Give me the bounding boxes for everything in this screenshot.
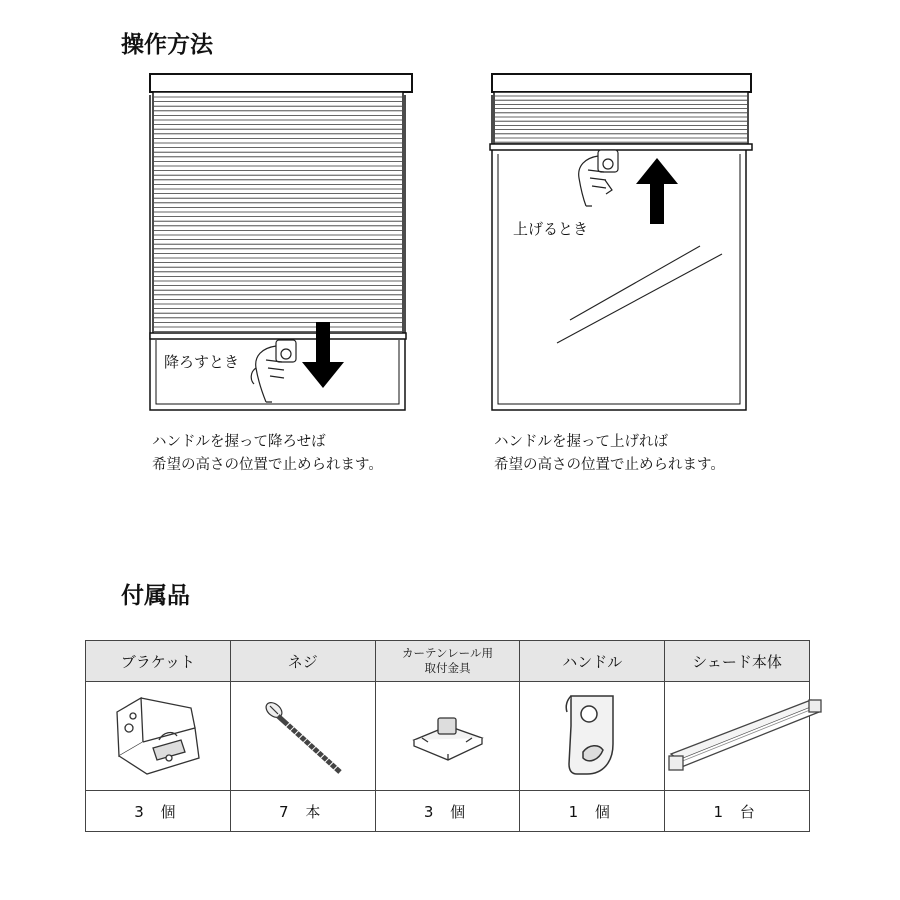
header-rail-clip	[375, 641, 520, 682]
raise-label: 上げるとき	[513, 220, 589, 238]
left-pleated-fabric	[153, 92, 403, 334]
handle-icon	[537, 686, 647, 786]
header-rail-clip-line1: カーテンレール用	[402, 646, 493, 660]
right-hand-icon	[579, 150, 618, 206]
raise-caption-line2: 希望の高さの位置で止められます。	[494, 457, 725, 473]
header-shade-body: シェード本体	[665, 641, 810, 682]
raised-shade-illustration	[490, 74, 752, 410]
accessories-table	[85, 640, 810, 832]
shade-body-cell	[665, 682, 810, 791]
rail-clip-icon	[392, 688, 502, 784]
handle-cell	[520, 682, 665, 791]
lowered-shade-illustration	[150, 74, 412, 410]
up-arrow-icon	[636, 158, 678, 224]
qty-screw: 7 本	[230, 791, 375, 832]
qty-shade-body: 1 台	[665, 791, 810, 832]
left-hand-icon	[251, 340, 296, 402]
bracket-cell	[86, 682, 231, 791]
lower-caption-line1: ハンドルを握って降ろせば	[152, 434, 326, 450]
right-window-frame-inner	[498, 154, 740, 404]
operation-heading: 操作方法	[121, 32, 213, 58]
lower-caption	[152, 431, 383, 477]
header-rail-clip-line2: 取付金具	[424, 661, 471, 675]
qty-rail-clip: 3 個	[375, 791, 520, 832]
screw-cell	[230, 682, 375, 791]
header-handle: ハンドル	[520, 641, 665, 682]
header-bracket: ブラケット	[86, 641, 231, 682]
table-qty-row	[86, 791, 810, 832]
table-header-row	[86, 641, 810, 682]
lower-label: 降ろすとき	[164, 353, 240, 371]
bracket-icon	[103, 688, 213, 784]
raise-caption	[494, 431, 725, 477]
rail-clip-cell	[375, 682, 520, 791]
header-screw: ネジ	[230, 641, 375, 682]
right-bottom-rail	[490, 144, 752, 150]
shade-body-icon	[665, 688, 825, 784]
table-image-row	[86, 682, 810, 791]
left-bottom-rail	[150, 333, 406, 339]
glass-reflection-line	[570, 246, 700, 320]
accessories-heading: 付属品	[121, 583, 190, 609]
qty-bracket: 3 個	[86, 791, 231, 832]
right-headrail	[492, 74, 751, 92]
lower-caption-line2: 希望の高さの位置で止められます。	[152, 457, 383, 473]
qty-handle: 1 個	[520, 791, 665, 832]
raise-caption-line1: ハンドルを握って上げれば	[494, 434, 668, 450]
glass-reflection-line	[557, 254, 722, 343]
screw-icon	[248, 688, 358, 784]
left-headrail	[150, 74, 412, 92]
